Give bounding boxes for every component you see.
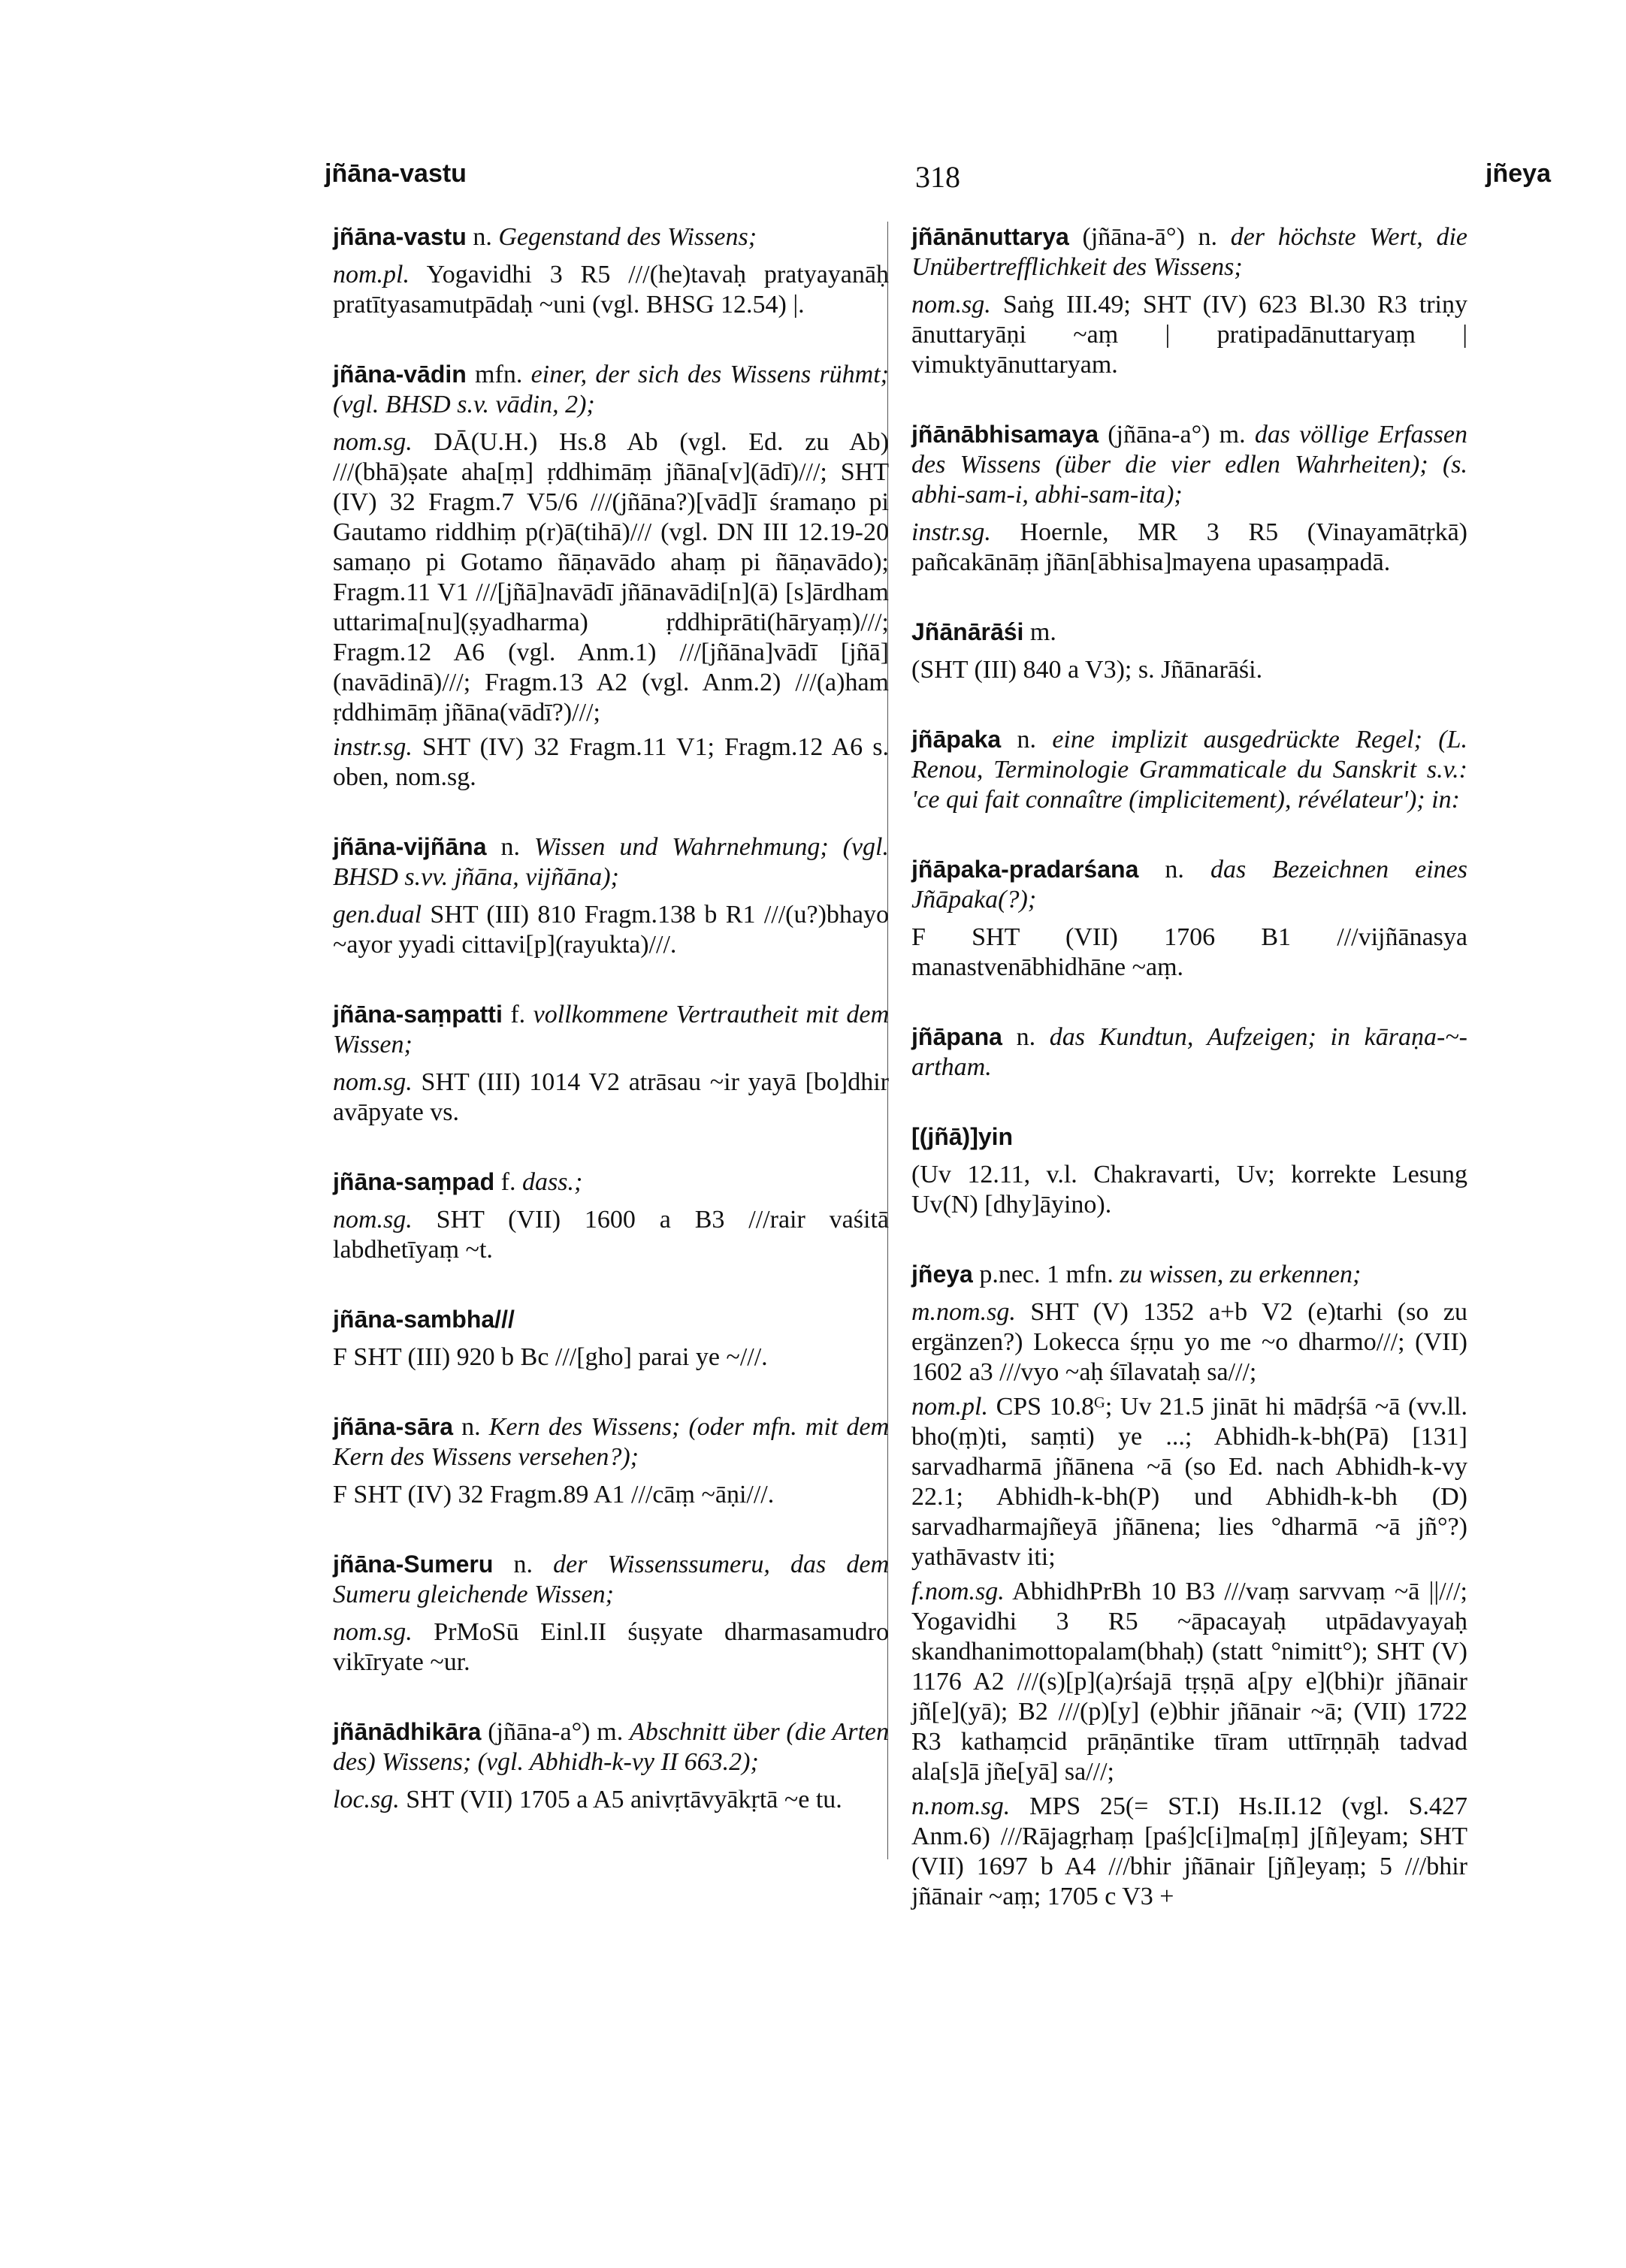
headword: jñāna-vijñāna [333, 833, 487, 860]
entry-head [333, 832, 889, 892]
citation-text: (Uv 12.11, v.l. Chakravarti, Uv; korrekte Lesung Uv(N) [dhy]āyino). [911, 1161, 1467, 1219]
dictionary-entry [333, 1412, 889, 1510]
headword: jñāna-vādin [333, 361, 467, 388]
definition: Abschnitt über (die Arten des) Wissens; (vgl. Abhidh-k-vy II 663.2); [333, 1718, 889, 1776]
entry-head [333, 1412, 889, 1472]
citation-line [333, 1617, 889, 1678]
definition: Gegenstand des Wissens; [498, 223, 757, 251]
definition: Kern des Wissens; (oder mfn. mit dem Kern des Wissens versehen?); [333, 1413, 889, 1471]
part-of-speech: m. [1023, 618, 1056, 646]
part-of-speech: n. [453, 1413, 489, 1441]
grammatical-form: nom.sg. [333, 1206, 413, 1234]
entry-head [333, 1167, 889, 1197]
grammatical-form: nom.pl. [911, 1393, 988, 1421]
citation-line [333, 1205, 889, 1265]
right-column [911, 222, 1467, 1951]
entry-head [333, 999, 889, 1060]
definition: der Wissenssumeru, das dem Sumeru gleichende Wissen; [333, 1551, 890, 1608]
citation-line [911, 1392, 1467, 1572]
grammatical-form: nom.sg. [333, 1068, 413, 1096]
headword: jñāna-sāra [333, 1413, 454, 1440]
part-of-speech: f. [494, 1168, 522, 1196]
headword: jñānādhikāra [333, 1718, 482, 1745]
entry-head [333, 1549, 889, 1610]
part-of-speech: n. [1002, 1023, 1050, 1051]
dictionary-entry [911, 724, 1467, 815]
headword: jñānānuttarya [911, 223, 1069, 250]
citation-line [333, 1342, 889, 1373]
part-of-speech: mfn. [466, 361, 531, 388]
citation-line [333, 1068, 889, 1128]
citation-line [333, 900, 889, 960]
citation-text: AbhidhPrBh 10 B3 ///vaṃ sarvvaṃ ~ā ||///; Yogavidhi 3 R5 ~āpacayaḥ utpādavyayaḥ skandhanimottopalam(bhaḥ) (statt °nimitt°); SHT (V) 1176 A2 ///(s)[p](a)rśajā tṛṣṇā a[py e](bhi)r jñānair jñ[e](yā); B2 ///(p)[y] (e)bhir jñānair ~ā; (VII) 1722 R3 kathaṃcid prāṇāntike tīram uttīrṇṇāḥ tadvad ala[s]ā jñe[yā] sa///; [911, 1578, 1467, 1786]
definition: eine implizit ausgedrückte Regel; (L. Renou, Terminologie Grammaticale du Sanskrit s.v.: 'ce qui fait connaître (implicitement), révélateur'); in: [911, 726, 1467, 814]
part-of-speech: (jñāna-ā°) n. [1068, 223, 1231, 251]
part-of-speech: n. [466, 223, 499, 251]
dictionary-entry [333, 832, 889, 960]
definition: das völlige Erfassen des Wissens (über die vier edlen Wahrheiten); (s. abhi-sam-i, abhi-sam-ita); [911, 421, 1467, 509]
entry-head [911, 1022, 1467, 1083]
grammatical-form: nom.sg. [333, 1618, 413, 1646]
dictionary-entry [911, 854, 1467, 983]
citation-text: PrMoSū Einl.II śuṣyate dharmasamudro vikīryate ~ur. [333, 1618, 889, 1676]
entry-head [911, 222, 1467, 282]
citation-text: DĀ(U.H.) Hs.8 Ab (vgl. Ed. zu Ab) ///(bhā)ṣate aha[ṃ] ṛddhimāṃ jñāna[v](ādī)///; SHT (IV) 32 Fragm.7 V5/6 ///(jñāna?)[vād]ī śramaṇo pi Gautamo riddhiṃ p(r)ā(tihā)/// (vgl. DN III 12.19-20 samaṇo pi Gotamo ñāṇavādo ahaṃ pi ñāṇavādo); Fragm.11 V1 ///[jñā]navādī jñānavādi[n](ā) [s]ārdham uttarima[nu](ṣyadharma) ṛddhiprāti(hāryaṃ)///; Fragm.12 A6 (vgl. Anm.1) ///[jñāna]vādī [jñā](navādinā)///; Fragm.13 A2 (vgl. Anm.2) ///(a)ham ṛddhimāṃ jñāna(vādī?)///; [333, 428, 889, 726]
dictionary-entry [333, 1549, 889, 1678]
citation-text: (SHT (III) 840 a V3); s. Jñānarāśi. [911, 656, 1263, 684]
dictionary-entry [911, 1122, 1467, 1220]
citation-line [333, 732, 889, 793]
entry-head [911, 724, 1467, 815]
dictionary-entry [333, 1167, 889, 1265]
headword: jñāpaka-pradarśana [911, 856, 1139, 883]
page-header [325, 159, 1551, 204]
entry-head [333, 359, 889, 420]
citation-text: SHT (VII) 1705 a A5 anivṛtāvyākṛtā ~e tu. [399, 1786, 842, 1813]
grammatical-form: m.nom.sg. [911, 1298, 1016, 1326]
grammatical-form: nom.sg. [911, 291, 991, 319]
definition: vollkommene Vertrautheit mit dem Wissen; [333, 1001, 889, 1059]
dictionary-entry [911, 1259, 1467, 1912]
dictionary-entry [911, 617, 1467, 685]
definition: das Bezeichnen eines Jñāpaka(?); [911, 856, 1468, 914]
definition: der höchste Wert, die Unübertrefflichkeit des Wissens; [911, 223, 1467, 281]
definition: dass.; [522, 1168, 583, 1196]
citation-text: SHT (VII) 1600 a B3 ///rair vaśitā labdhetīyaṃ ~t. [333, 1206, 889, 1264]
grammatical-form: loc.sg. [333, 1786, 400, 1813]
header-right-catchword: jñeya [1485, 159, 1551, 188]
grammatical-form: gen.dual [333, 901, 422, 929]
entry-head [911, 1122, 1467, 1152]
grammatical-form: n.nom.sg. [911, 1792, 1011, 1820]
citation-line [911, 923, 1467, 983]
citation-text: MPS 25(= ST.I) Hs.II.12 (vgl. S.427 Anm.6) ///Rājagṛhaṃ [paś]c[i]ma[ṃ] j[ñ]eyam; SHT (VII) 1697 b A4 ///bhir jñānair [jñ]eyaṃ; 5 ///bhir jñānair ~aṃ; 1705 c V3 + [911, 1792, 1467, 1910]
dictionary-entry [333, 999, 889, 1128]
part-of-speech: n. [1138, 856, 1210, 883]
dictionary-entry [333, 1304, 889, 1373]
headword: Jñānārāśi [911, 618, 1024, 645]
dictionary-entry [333, 359, 889, 793]
citation-text: Saṅg III.49; SHT (IV) 623 Bl.30 R3 triṇy ānuttaryāṇi ~aṃ | pratipadānuttaryaṃ | vimuktyānuttaryam. [911, 291, 1467, 379]
headword: jñāna-Sumeru [333, 1551, 494, 1578]
citation-text: SHT (III) 810 Fragm.138 b R1 ///(u?)bhayo ~ayor yyadi cittavi[p](rayukta)///. [333, 901, 889, 959]
headword: jñāpana [911, 1023, 1002, 1050]
entry-head [911, 854, 1467, 915]
grammatical-form: nom.pl. [333, 261, 410, 288]
left-column [333, 222, 889, 1854]
citation-line [333, 260, 889, 320]
entry-head [911, 617, 1467, 648]
entry-head [911, 1259, 1467, 1290]
citation-line [911, 518, 1467, 578]
entry-head [333, 222, 889, 252]
definition: das Kundtun, Aufzeigen; in kāraṇa-~-artham. [911, 1023, 1467, 1081]
citation-line [911, 1297, 1467, 1388]
part-of-speech: n. [1001, 726, 1053, 753]
citation-text: Yogavidhi 3 R5 ///(he)tavaḥ pratyayanāḥ pratītyasamutpādaḥ ~uni (vgl. BHSG 12.54) |. [333, 261, 889, 319]
headword: jñeya [911, 1261, 973, 1288]
part-of-speech: p.nec. 1 mfn. [972, 1261, 1120, 1288]
entry-head [333, 1304, 889, 1335]
dictionary-entry [911, 1022, 1467, 1083]
entry-head [333, 1717, 889, 1777]
headword: jñāna-vastu [333, 223, 467, 250]
definition: zu wissen, zu erkennen; [1120, 1261, 1362, 1288]
citation-text: SHT (IV) 32 Fragm.11 V1; Fragm.12 A6 s. oben, nom.sg. [333, 733, 889, 791]
citation-text: CPS 10.8ᴳ; Uv 21.5 jināt hi mādṛśā ~ā (vv.ll. bho(ṃ)ti, saṃti) ye ...; Abhidh-k-bh(Pā) [131] sarvadharmā jñānena ~ā (so Ed. nach Abhidh-k-vy 22.1; Abhidh-k-bh(P) und Abhidh-k-bh (D) sarvadharmajñeyā jñānena; lies °dharmā ~ā jñ°?) yathāvastv iti; [911, 1393, 1467, 1571]
headword: jñānābhisamaya [911, 421, 1099, 448]
header-left-catchword: jñāna-vastu [325, 159, 467, 188]
dictionary-entry [333, 1717, 889, 1815]
headword: jñāna-saṃpad [333, 1168, 495, 1195]
dictionary-entry [333, 222, 889, 320]
headword: jñāpaka [911, 726, 1002, 753]
citation-text: Hoernle, MR 3 R5 (Vinayamātṛkā) pañcakānāṃ jñān[ābhisa]mayena upasaṃpadā. [911, 518, 1467, 576]
grammatical-form: instr.sg. [911, 518, 991, 546]
dictionary-entry [911, 222, 1467, 380]
part-of-speech: (jñāna-a°) m. [1099, 421, 1255, 448]
part-of-speech: n. [486, 833, 534, 861]
citation-line [911, 1160, 1467, 1220]
definition: einer, der sich des Wissens rühmt; (vgl. BHSD s.v. vādin, 2); [333, 361, 889, 418]
citation-line [911, 1792, 1467, 1912]
citation-text: SHT (III) 1014 V2 atrāsau ~ir yayā [bo]dhir avāpyate vs. [333, 1068, 889, 1126]
headword: [(jñā)]yin [911, 1123, 1014, 1150]
grammatical-form: instr.sg. [333, 733, 413, 761]
page-number: 318 [915, 160, 960, 194]
grammatical-form: nom.sg. [333, 428, 413, 456]
citation-line [911, 1577, 1467, 1787]
headword: jñāna-sambha/// [333, 1306, 515, 1333]
citation-text: SHT (V) 1352 a+b V2 (e)tarhi (so zu ergänzen?) Lokecca śṛṇu yo me ~o dharmo///; (VII) 1602 a3 ///vyo ~aḥ śīlavataḥ sa///; [911, 1298, 1467, 1386]
part-of-speech: n. [493, 1551, 554, 1578]
grammatical-form: f.nom.sg. [911, 1578, 1005, 1605]
headword: jñāna-saṃpatti [333, 1001, 503, 1028]
citation-text: F SHT (VII) 1706 B1 ///vijñānasya manastvenābhidhāne ~aṃ. [911, 923, 1467, 981]
citation-text: F SHT (IV) 32 Fragm.89 A1 ///cāṃ ~āṇi///. [333, 1481, 775, 1508]
citation-line [333, 1480, 889, 1510]
definition: Wissen und Wahrnehmung; (vgl. BHSD s.vv. jñāna, vijñāna); [333, 833, 889, 891]
citation-text: F SHT (III) 920 b Bc ///[gho] parai ye ~///. [333, 1343, 768, 1371]
citation-line [333, 427, 889, 728]
part-of-speech: f. [502, 1001, 533, 1028]
citation-line [911, 655, 1467, 685]
part-of-speech: (jñāna-a°) m. [481, 1718, 630, 1746]
citation-line [333, 1785, 889, 1815]
dictionary-entry [911, 419, 1467, 578]
entry-head [911, 419, 1467, 510]
citation-line [911, 290, 1467, 380]
